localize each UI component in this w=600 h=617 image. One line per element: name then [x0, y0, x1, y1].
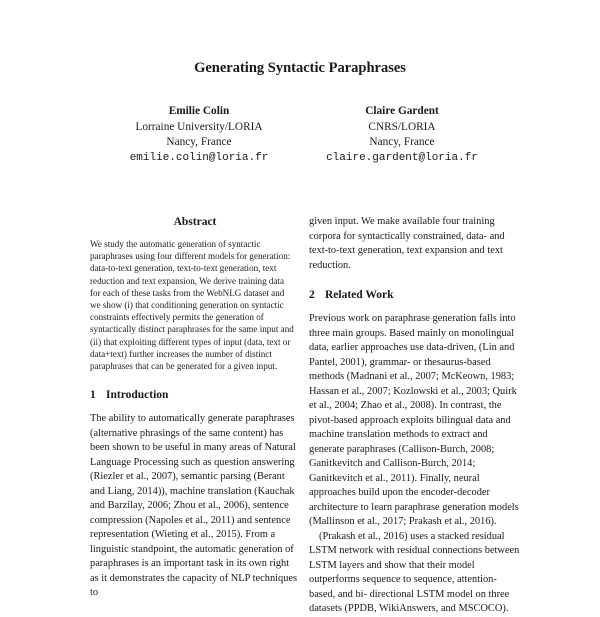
author-affiliation: CNRS/LORIA — [368, 120, 436, 133]
related-work-paragraph-1: Previous work on paraphrase generation falls into three main groups. Based mainly on monolingual data, earlier approaches use data-driven, (Lin and Pantel, 2001), grammar- or thesaurus-based methods (Madnani et al., 2007; McKeown, 1983; Hassan et al., 2007; Kozlowski et al., 2003; Quirk et al., 2004; Zhao et al., 2008). In contrast, the pivot-based approach exploits bilingual data and machine translation methods to extract and generate paraphrases (Callison-Burch, 2008; Ganitkevitch and Callison-Burch, 2014; Ganitkevitch et al., 2011). Finally, neural approaches build upon the encoder-decoder architecture to learn paraphrase generation models (Mallinson et al., 2017; Prakash et al., 2016). — [309, 313, 519, 527]
section-number: 1 — [90, 389, 96, 402]
abstract-text: We study the automatic generation of syntactic paraphrases using four different models for generation: data-to-text generation, text-to-text generation, text reduction and text expansion, We derive training data for each of these tasks from the WebNLG dataset and we show (i) that conditioning generation on syntactic constraints effectively permits the generation of syntactically distinct paraphrases for the same input and (ii) that exploiting different types of input (data, text or data+text) further increases the number of distinct paraphrases that can be generated for a given input. — [90, 239, 294, 372]
paper-title: Generating Syntactic Paraphrases — [194, 60, 406, 76]
introduction-continuation: given input. We make available four training corpora for syntactically constrained, data- and text-to-text generation, text expansion and text reduction. — [309, 216, 505, 271]
section-title: Related Work — [325, 289, 394, 301]
author-affiliation: Lorraine University/LORIA — [135, 120, 263, 133]
section-heading-introduction — [90, 388, 300, 402]
section-title: Introduction — [106, 389, 169, 402]
author-block-2 — [282, 104, 522, 166]
author-name: Emilie Colin — [168, 105, 230, 117]
author-location: Nancy, France — [166, 136, 232, 148]
section-heading-related-work — [309, 288, 523, 302]
introduction-paragraph: The ability to automatically generate paraphrases (alternative phrasings of the same content) has been shown to be useful in many areas of Natural Language Processing such as question answering (Riezler et al., 2007), semantic parsing (Berant and Liang, 2014)), machine translation (Kauchak and Barzilay, 2006; Zhou et al., 2006), sentence compression (Napoles et al., 2011) and sentence representation (Wieting et al., 2015). From a linguistic standpoint, the automatic generation of paraphrases is an important task in its own right as it demonstrates the capacity of NLP techniques to — [90, 413, 298, 599]
related-work-paragraph-2: (Prakash et al., 2016) uses a stacked residual LSTM network with residual connections between LSTM layers and show that their model outperforms sequence to sequence, attention-based, and bi- directional LSTM model on three datasets (PPDB, WikiAnswers, and MSCOCO). — [309, 530, 520, 614]
left-column — [90, 215, 300, 601]
author-email[interactable]: claire.gardent@loria.fr — [326, 151, 478, 164]
right-column — [309, 215, 523, 617]
section-number: 2 — [309, 289, 315, 301]
abstract-heading: Abstract — [173, 216, 217, 228]
author-name: Claire Gardent — [365, 105, 439, 117]
author-location: Nancy, France — [369, 136, 435, 148]
author-email[interactable]: emilie.colin@loria.fr — [129, 151, 269, 164]
